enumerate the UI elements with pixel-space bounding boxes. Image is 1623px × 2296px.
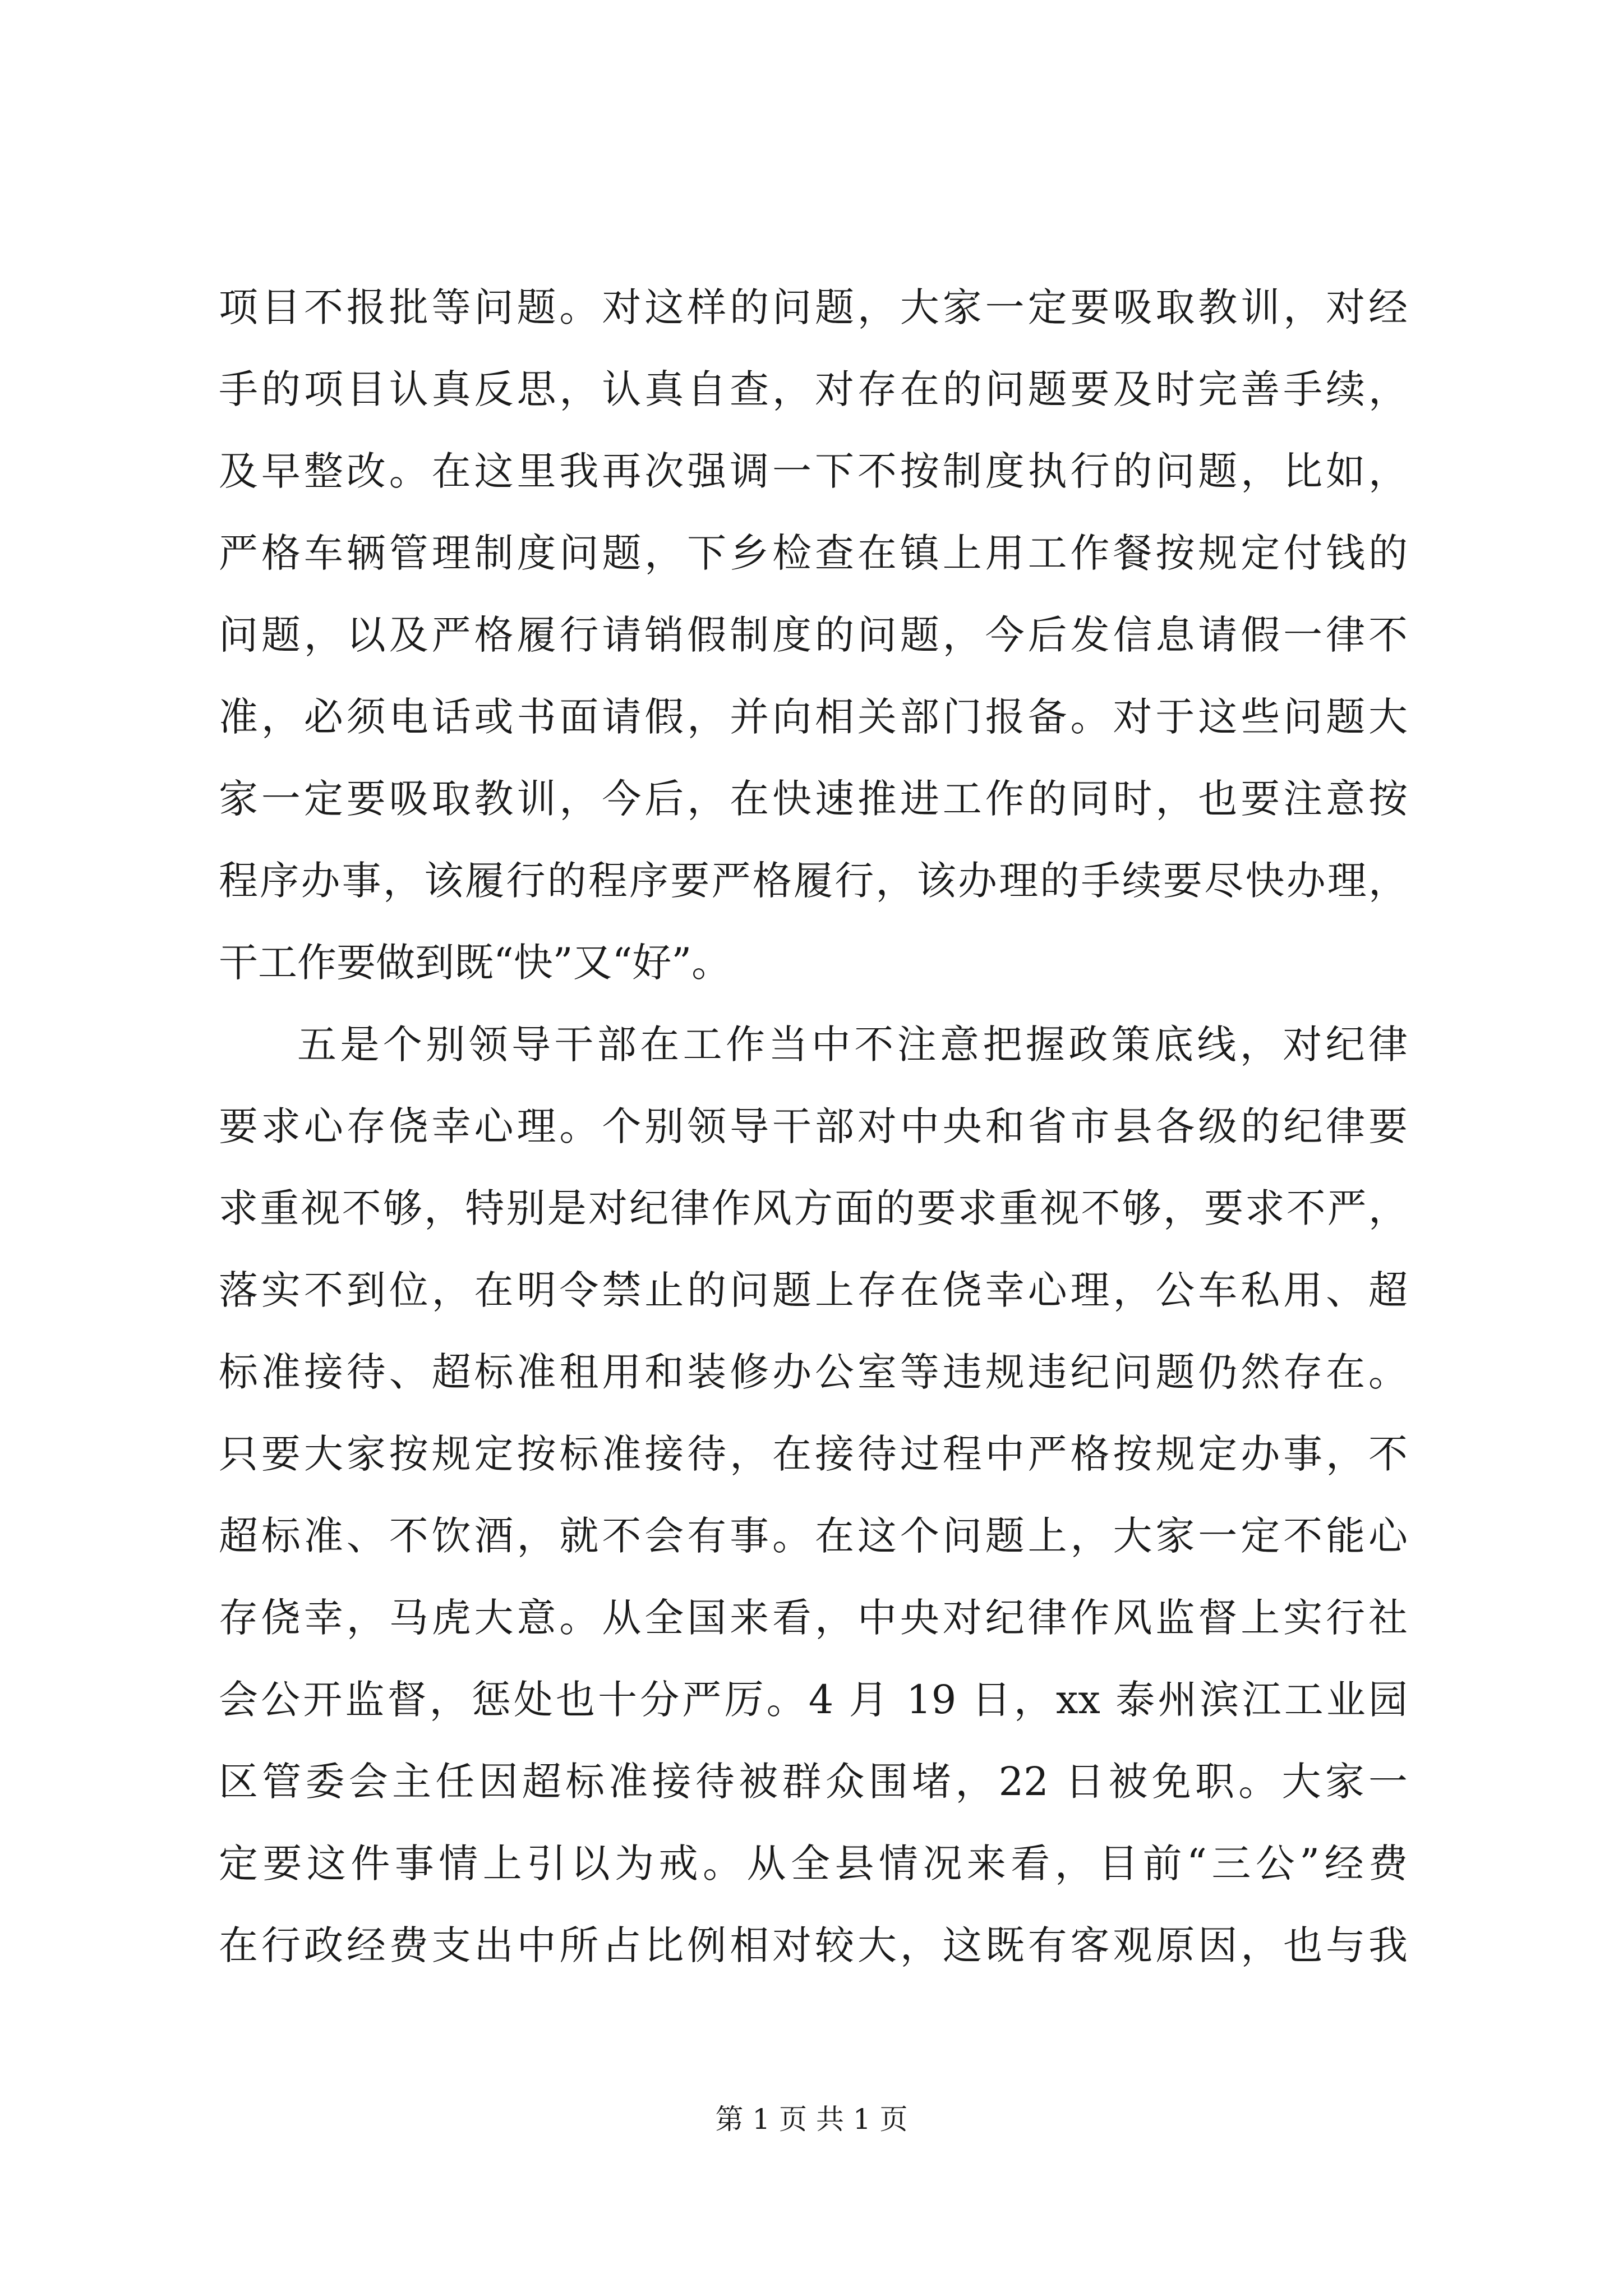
text-line: 区管委会主任因超标准接待被群众围堵，22 日被免职。大家一 [219, 1759, 1408, 1805]
text-line: 问题，以及严格履行请销假制度的问题，今后发信息请假一律不 [219, 612, 1408, 658]
text-line: 定要这件事情上引以为戒。从全县情况来看，目前“三公”经费 [219, 1841, 1408, 1887]
text-line: 会公开监督，惩处也十分严厉。4 月 19 日，xx 泰州滨江工业园 [219, 1677, 1408, 1723]
text-line: 只要大家按规定按标准接待，在接待过程中严格按规定办事，不 [219, 1431, 1408, 1477]
page-number-footer: 第 1 页 共 1 页 [715, 2103, 908, 2136]
text-line: 存侥幸，马虎大意。从全国来看，中央对纪律作风监督上实行社 [219, 1595, 1408, 1641]
text-line: 要求心存侥幸心理。个别领导干部对中央和省市县各级的纪律要 [219, 1103, 1408, 1149]
text-line: 程序办事，该履行的程序要严格履行，该办理的手续要尽快办理， [219, 858, 1408, 904]
text-line: 准，必须电话或书面请假，并向相关部门报备。对于这些问题大 [219, 694, 1408, 740]
text-line: 干工作要做到既“快”又“好”。 [219, 940, 731, 986]
text-line: 在行政经费支出中所占比例相对较大，这既有客观原因，也与我 [219, 1922, 1408, 1968]
text-line: 项目不报批等问题。对这样的问题，大家一定要吸取教训，对经 [219, 284, 1408, 330]
text-line: 求重视不够，特别是对纪律作风方面的要求重视不够，要求不严， [219, 1185, 1408, 1231]
text-line: 家一定要吸取教训，今后，在快速推进工作的同时，也要注意按 [219, 776, 1408, 822]
text-line: 标准接待、超标准租用和装修办公室等违规违纪问题仍然存在。 [219, 1349, 1408, 1395]
paragraph-first-line: 五是个别领导干部在工作当中不注意把握政策底线，对纪律 [297, 1022, 1408, 1068]
text-line: 落实不到位，在明令禁止的问题上存在侥幸心理，公车私用、超 [219, 1267, 1408, 1313]
text-line: 及早整改。在这里我再次强调一下不按制度执行的问题，比如， [219, 448, 1408, 494]
text-line: 严格车辆管理制度问题，下乡检查在镇上用工作餐按规定付钱的 [219, 530, 1408, 576]
document-body [219, 266, 1408, 1986]
text-line: 手的项目认真反思，认真自查，对存在的问题要及时完善手续， [219, 366, 1408, 412]
text-line: 超标准、不饮酒，就不会有事。在这个问题上，大家一定不能心 [219, 1513, 1408, 1559]
